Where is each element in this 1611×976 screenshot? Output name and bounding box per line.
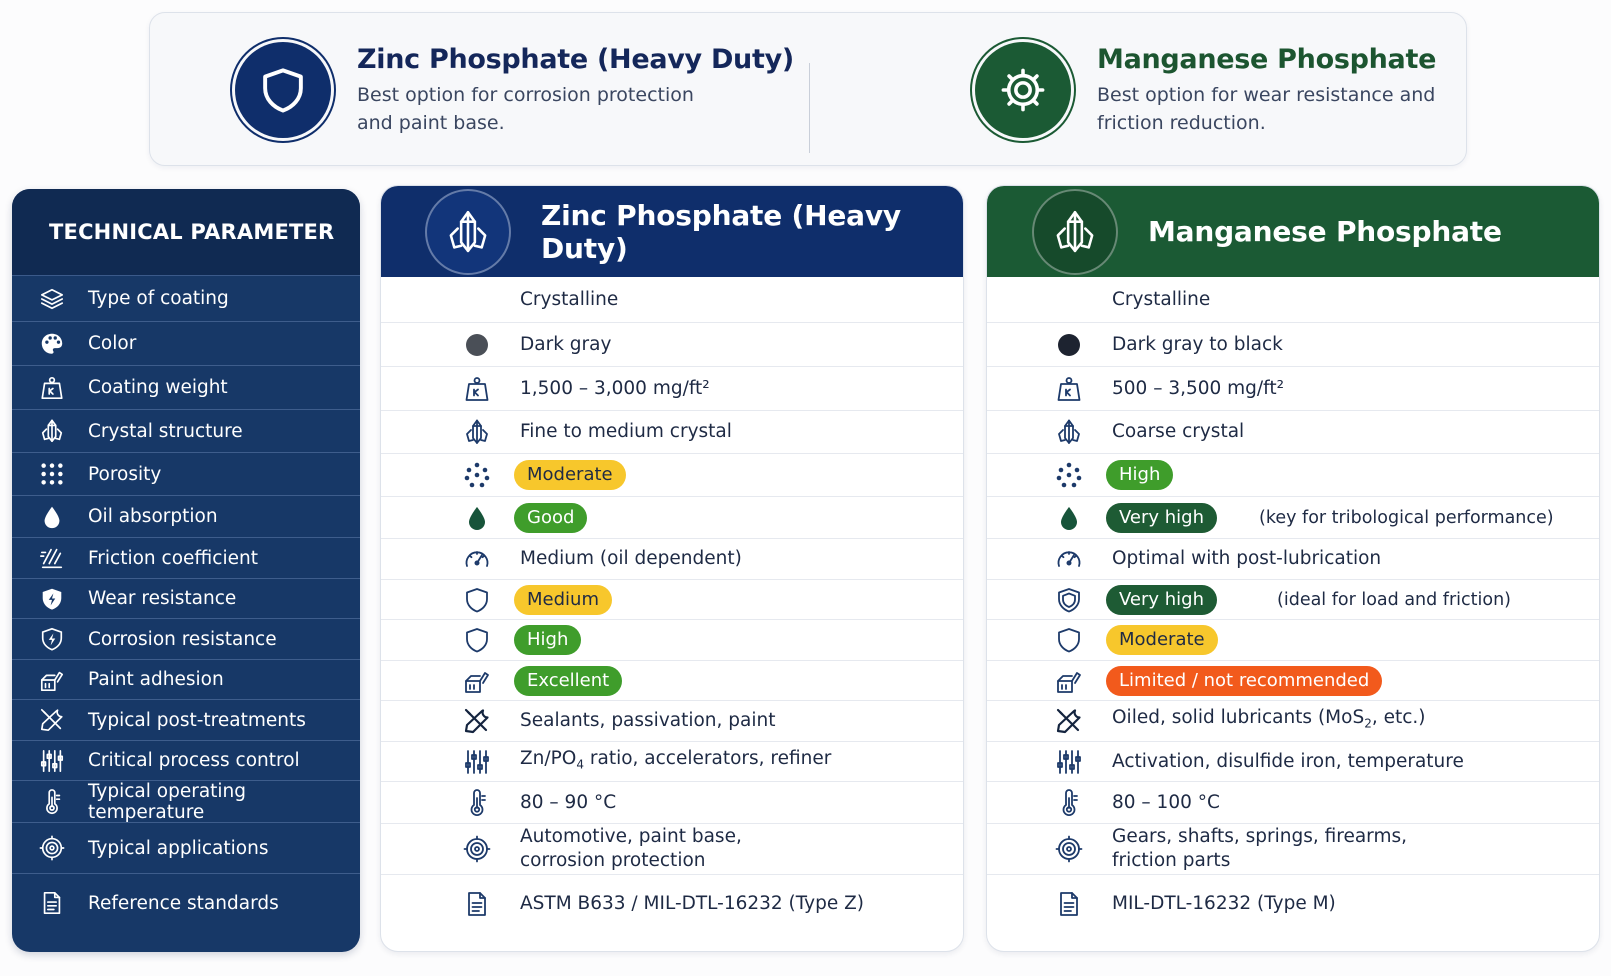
zinc-color: Dark gray <box>520 333 612 355</box>
table-row <box>381 580 963 620</box>
parameter-row <box>12 538 360 579</box>
weight-icon <box>38 374 66 402</box>
table-row <box>987 497 1599 539</box>
crystal-icon <box>38 417 66 445</box>
thermometer-icon <box>462 788 492 818</box>
dots-icon <box>38 460 66 488</box>
gauge-icon <box>462 544 492 574</box>
manganese-porosity-badge: High <box>1106 460 1173 490</box>
table-row <box>987 875 1599 933</box>
zinc-crystal: Fine to medium crystal <box>520 421 732 442</box>
summary-zinc <box>235 13 794 167</box>
weight-icon <box>1054 374 1084 404</box>
shield-bolt-icon <box>38 585 66 613</box>
paint-icon <box>38 666 66 694</box>
table-row <box>381 620 963 661</box>
document-icon <box>38 889 66 917</box>
parameter-row <box>12 874 360 932</box>
friction-icon <box>38 544 66 572</box>
parameter-label: Oil absorption <box>88 506 218 527</box>
shield-check-icon <box>1054 585 1084 615</box>
parameter-row <box>12 741 360 781</box>
sliders-icon <box>1054 747 1084 777</box>
summary-zinc-title: Zinc Phosphate (Heavy Duty) <box>357 43 794 75</box>
palette-icon <box>38 330 66 358</box>
zinc-corrosion-badge: High <box>514 625 581 655</box>
summary-card <box>149 12 1467 166</box>
tools-icon <box>462 706 492 736</box>
manganese-applications: Gears, shafts, springs, firearms, friction parts <box>1112 826 1407 871</box>
table-row <box>987 539 1599 580</box>
parameter-row <box>12 366 360 410</box>
document-icon <box>1054 889 1084 919</box>
zinc-porosity-badge: Moderate <box>514 460 626 490</box>
manganese-standards: MIL-DTL-16232 (Type M) <box>1112 893 1336 914</box>
crystal-icon <box>1032 189 1118 275</box>
parameter-row <box>12 660 360 700</box>
shield-icon <box>1054 625 1084 655</box>
zinc-weight: 1,500 – 3,000 mg/ft² <box>520 377 710 399</box>
shield-icon <box>462 585 492 615</box>
table-row <box>987 782 1599 824</box>
parameter-row <box>12 781 360 823</box>
table-row <box>381 782 963 824</box>
paint-icon <box>462 666 492 696</box>
tools-icon <box>38 706 66 734</box>
summary-zinc-desc: Best option for corrosion protection and paint base. <box>357 83 694 134</box>
color-swatch-icon <box>1054 330 1084 360</box>
parameter-label: Typical post-treatments <box>88 709 306 731</box>
sliders-icon <box>462 747 492 777</box>
manganese-paint-badge: Limited / not recommended <box>1106 666 1382 696</box>
document-icon <box>462 889 492 919</box>
droplet-icon <box>38 503 66 531</box>
zinc-applications: Automotive, paint base, corrosion protection <box>520 826 742 871</box>
parameter-label: Paint adhesion <box>88 669 224 690</box>
table-row <box>987 367 1599 411</box>
table-row <box>987 742 1599 782</box>
zinc-column <box>380 185 964 952</box>
target-icon <box>1054 834 1084 864</box>
manganese-crystal: Coarse crystal <box>1112 421 1245 442</box>
dots-icon <box>462 460 492 490</box>
table-row <box>987 277 1599 323</box>
table-row <box>987 411 1599 454</box>
manganese-header <box>987 186 1599 277</box>
table-row <box>381 875 963 933</box>
parameter-row <box>12 700 360 741</box>
manganese-post-treatments: Oiled, solid lubricants (MoS$_2$, etc.) <box>1112 707 1426 731</box>
parameter-header: TECHNICAL PARAMETER <box>12 189 360 276</box>
table-row <box>987 323 1599 367</box>
crystal-icon <box>425 189 511 275</box>
thermometer-icon <box>1054 788 1084 818</box>
parameter-row <box>12 579 360 619</box>
crystal-icon <box>462 417 492 447</box>
zinc-oil-badge: Good <box>514 503 587 533</box>
target-icon <box>38 834 66 862</box>
manganese-header-title: Manganese Phosphate <box>1148 215 1502 248</box>
crystal-icon <box>1054 417 1084 447</box>
parameter-label: Critical process control <box>88 750 300 771</box>
summary-manganese <box>975 13 1457 167</box>
tools-icon <box>1054 706 1084 736</box>
parameter-row <box>12 322 360 366</box>
summary-manganese-desc: Best option for wear resistance and friction reduction. <box>1097 83 1436 134</box>
parameter-label: Crystal structure <box>88 420 243 442</box>
manganese-weight: 500 – 3,500 mg/ft² <box>1112 377 1285 399</box>
zinc-type: Crystalline <box>520 288 619 310</box>
parameter-label: Typical applications <box>88 837 269 859</box>
table-row <box>381 661 963 701</box>
parameter-label: Reference standards <box>88 892 279 914</box>
parameter-label: Corrosion resistance <box>88 628 277 650</box>
parameter-row <box>12 823 360 874</box>
manganese-oil-note: (key for tribological performance) <box>1259 507 1554 528</box>
table-row <box>987 661 1599 701</box>
parameter-row <box>12 410 360 453</box>
paint-icon <box>1054 666 1084 696</box>
manganese-process-control: Activation, disulfide iron, temperature <box>1112 750 1464 772</box>
zinc-wear-badge: Medium <box>514 585 612 615</box>
shield-icon <box>235 42 331 138</box>
table-row <box>381 411 963 454</box>
manganese-oil-badge: Very high <box>1106 503 1217 533</box>
target-icon <box>462 834 492 864</box>
manganese-temperature: 80 – 100 °C <box>1112 791 1220 813</box>
summary-manganese-title: Manganese Phosphate <box>1097 43 1437 75</box>
table-row <box>987 620 1599 661</box>
zinc-header-title: Zinc Phosphate (Heavy Duty) <box>541 198 901 265</box>
zinc-header <box>381 186 963 277</box>
manganese-wear-badge: Very high <box>1106 585 1217 615</box>
sliders-icon <box>38 747 66 775</box>
gauge-icon <box>1054 544 1084 574</box>
manganese-type: Crystalline <box>1112 288 1211 310</box>
manganese-corrosion-badge: Moderate <box>1106 625 1218 655</box>
parameter-label: Porosity <box>88 463 162 485</box>
zinc-paint-badge: Excellent <box>514 666 622 696</box>
zinc-process-control: $Zn/PO_4$ ratio, accelerators, refiner <box>520 747 832 772</box>
manganese-color: Dark gray to black <box>1112 333 1283 355</box>
parameter-label: Wear resistance <box>88 588 237 609</box>
summary-divider <box>809 63 810 153</box>
thermometer-icon <box>38 788 66 816</box>
table-row <box>381 454 963 497</box>
table-row <box>381 824 963 875</box>
table-row <box>381 701 963 742</box>
table-row <box>381 323 963 367</box>
shield-check-icon <box>38 625 66 653</box>
table-row <box>987 824 1599 875</box>
droplet-icon <box>1054 503 1084 533</box>
zinc-temperature: 80 – 90 °C <box>520 791 617 813</box>
table-row <box>987 701 1599 742</box>
parameter-row <box>12 453 360 496</box>
droplet-icon <box>462 503 492 533</box>
parameter-label: Typical operating temperature <box>88 780 247 823</box>
layers-icon <box>38 285 66 313</box>
shield-icon <box>462 625 492 655</box>
color-swatch-icon <box>462 330 492 360</box>
table-row <box>381 497 963 539</box>
zinc-standards: ASTM B633 / MIL-DTL-16232 (Type Z) <box>520 893 865 914</box>
parameter-label: Friction coefficient <box>88 547 258 569</box>
parameter-row <box>12 619 360 660</box>
zinc-post-treatments: Sealants, passivation, paint <box>520 710 776 731</box>
parameter-row <box>12 276 360 322</box>
table-row <box>381 539 963 580</box>
parameter-row <box>12 496 360 538</box>
table-row <box>381 367 963 411</box>
parameter-column <box>12 189 360 952</box>
manganese-wear-note: (ideal for load and friction) <box>1277 589 1511 610</box>
manganese-friction: Optimal with post-lubrication <box>1112 548 1382 569</box>
table-row <box>381 742 963 782</box>
parameter-label: Color <box>88 333 137 354</box>
table-row <box>987 580 1599 620</box>
gear-icon <box>975 42 1071 138</box>
zinc-friction: Medium (oil dependent) <box>520 548 742 569</box>
table-row <box>381 277 963 323</box>
parameter-label: Coating weight <box>88 377 228 398</box>
manganese-column <box>986 185 1600 952</box>
parameter-label: Type of coating <box>88 288 229 309</box>
weight-icon <box>462 374 492 404</box>
table-row <box>987 454 1599 497</box>
dots-icon <box>1054 460 1084 490</box>
